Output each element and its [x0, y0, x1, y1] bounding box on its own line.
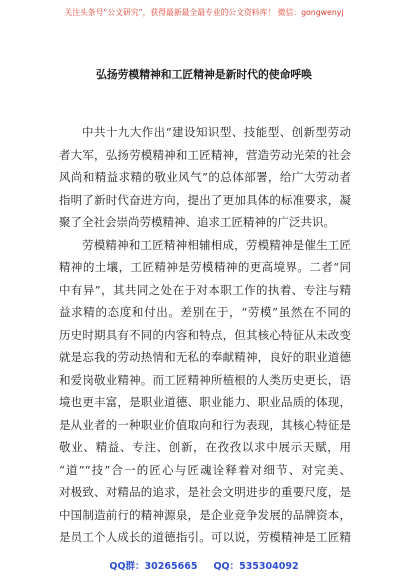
- promo-banner: 关注头条号“公文研究”，获得最新最全最专业的公文资料库！ 微信：gongwenyj: [64, 8, 344, 17]
- body-paragraph: [59, 121, 351, 234]
- paragraph-line: 风尚和精益求精的敬业风气”的总体部署，给广大劳动者: [59, 170, 351, 184]
- contact-footer: [0, 560, 408, 574]
- paragraph-line: 是员工个人成长的道德指引。可以说，劳模精神是工匠精: [59, 530, 351, 544]
- paragraph-line: 是从业者的一种职业价值取向和行为表现，其核心特征是: [59, 417, 351, 432]
- paragraph-line: “道”“技”合一的匠心与匠魂诠释着对细节、对完美、: [59, 462, 351, 477]
- paragraph-line: 对极致、对精品的追求，是社会文明进步的重要尺度，是: [59, 485, 351, 499]
- paragraph-line: 聚了全社会崇尚劳模精神、追求工匠精神的广泛共识。: [59, 215, 335, 229]
- paragraph-line: 就是忘我的劳动热情和无私的奉献精神，良好的职业道德: [59, 350, 351, 364]
- paragraph-line: 劳模精神和工匠精神相辅相成，劳模精神是催生工匠: [82, 237, 351, 252]
- document-title: 弘扬劳模精神和工匠精神是新时代的使命呼唤: [96, 68, 312, 81]
- paragraph-line: 和爱岗敬业精神。而工匠精神所植根的人类历史更长，语: [59, 372, 351, 387]
- paragraph-line: 敬业、精益、专注、创新，在孜孜以求中展示天赋，用: [59, 440, 351, 454]
- qq-number: QQ：535304092: [213, 561, 299, 572]
- paragraph-line: 精神的土壤，工匠精神是劳模精神的更高境界。二者“同: [59, 260, 351, 274]
- paragraph-line: 中国制造前行的精神源泉，是企业竞争发展的品牌资本，: [59, 507, 351, 522]
- paragraph-line: 历史时期具有不同的内容和特点，但其核心特征从未改变: [59, 327, 351, 342]
- paragraph-line: 中共十九大作出“建设知识型、技能型、创新型劳动: [82, 125, 351, 139]
- document-body: [59, 121, 351, 549]
- paragraph-line: 境也更丰富，是职业道德、职业能力、职业品质的体现，: [59, 395, 351, 409]
- paragraph-line: 益求精的态度和付出。差别在于，“劳模”虽然在不同的: [59, 305, 351, 319]
- paragraph-line: 中有异”，其共同之处在于对本职工作的执着、专注与精: [59, 282, 351, 297]
- paragraph-line: 者大军，弘扬劳模精神和工匠精神，营造劳动光荣的社会: [59, 147, 351, 162]
- body-paragraph: [59, 234, 351, 549]
- paragraph-line: 指明了新时代奋进方向，提出了更加具体的标准要求，凝: [59, 192, 351, 207]
- qq-group-number: QQ群：30265665: [109, 561, 198, 572]
